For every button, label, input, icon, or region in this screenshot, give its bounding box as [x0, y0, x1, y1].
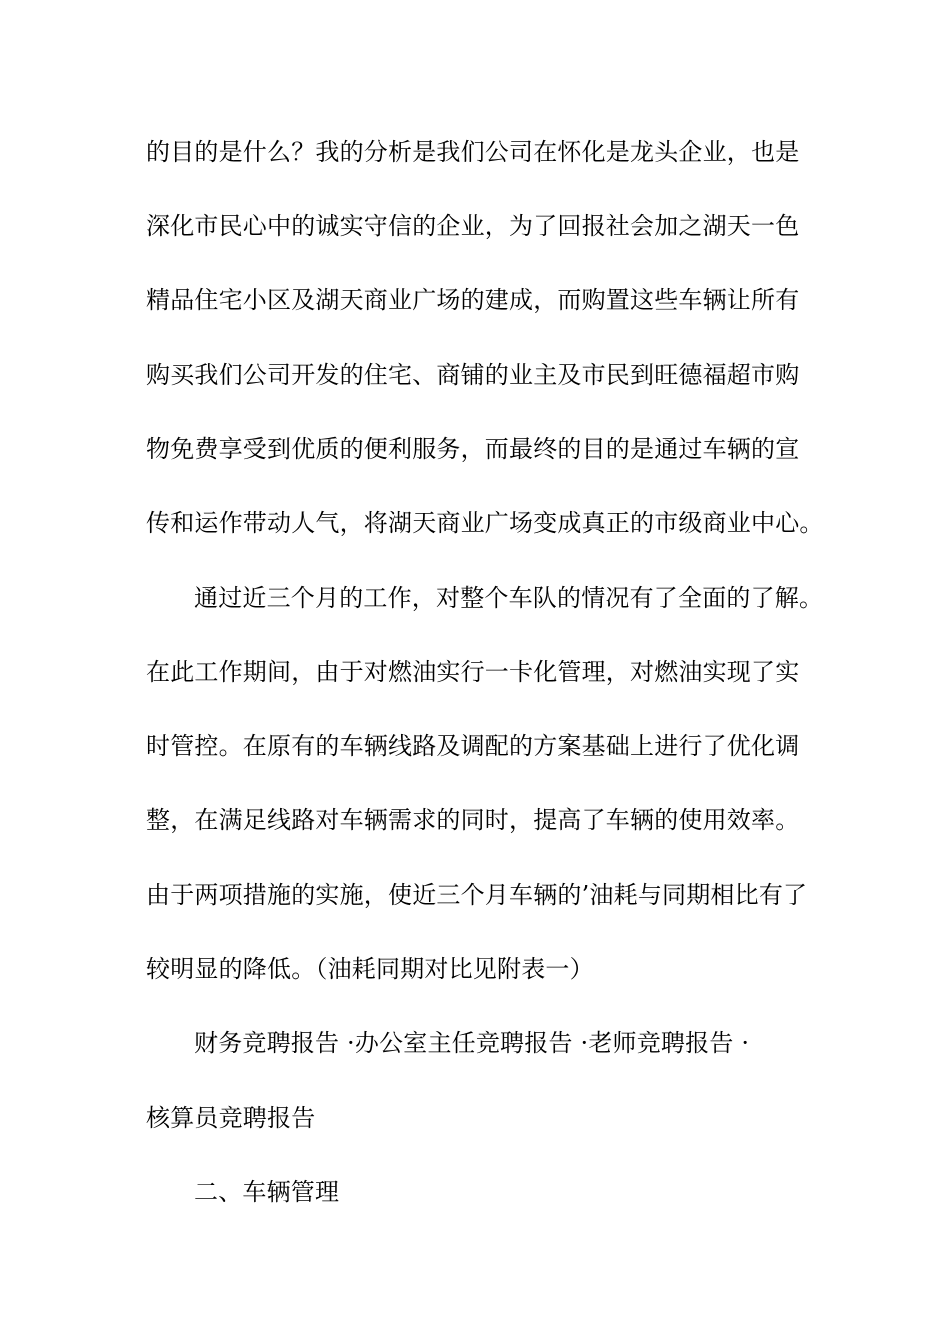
paragraph-line: 整，在满足线路对车辆需求的同时，提高了车辆的使用效率。: [146, 806, 800, 834]
paragraph-line: 在此工作期间，由于对燃油实行一卡化管理，对燃油实现了实: [146, 658, 800, 686]
paragraph-line: 的目的是什么？我的分析是我们公司在怀化是龙头企业，也是: [146, 138, 800, 166]
paragraph-line: 较明显的降低。（油耗同期对比见附表一）: [146, 955, 594, 983]
paragraph-line: 精品住宅小区及湖天商业广场的建成，而购置这些车辆让所有: [146, 286, 800, 314]
paragraph-line: 由于两项措施的实施，使近三个月车辆的’油耗与同期相比有了: [146, 881, 808, 909]
section-heading: 二、车辆管理: [194, 1178, 340, 1206]
paragraph-line: 传和运作带动人气，将湖天商业广场变成真正的市级商业中心。: [146, 509, 824, 537]
paragraph-line: 购买我们公司开发的住宅、商铺的业主及市民到旺德福超市购: [146, 361, 800, 389]
paragraph-line: 深化市民心中的诚实守信的企业，为了回报社会加之湖天一色: [146, 212, 800, 240]
paragraph-line: 物免费享受到优质的便利服务，而最终的目的是通过车辆的宣: [146, 435, 800, 463]
paragraph-line: 通过近三个月的工作，对整个车队的情况有了全面的了解。: [194, 584, 824, 612]
paragraph-line: 时管控。在原有的车辆线路及调配的方案基础上进行了优化调: [146, 732, 800, 760]
related-links-line: 核算员竞聘报告: [146, 1104, 316, 1132]
related-links-line: 财务竞聘报告 ·办公室主任竞聘报告 ·老师竞聘报告 ·: [194, 1029, 750, 1057]
